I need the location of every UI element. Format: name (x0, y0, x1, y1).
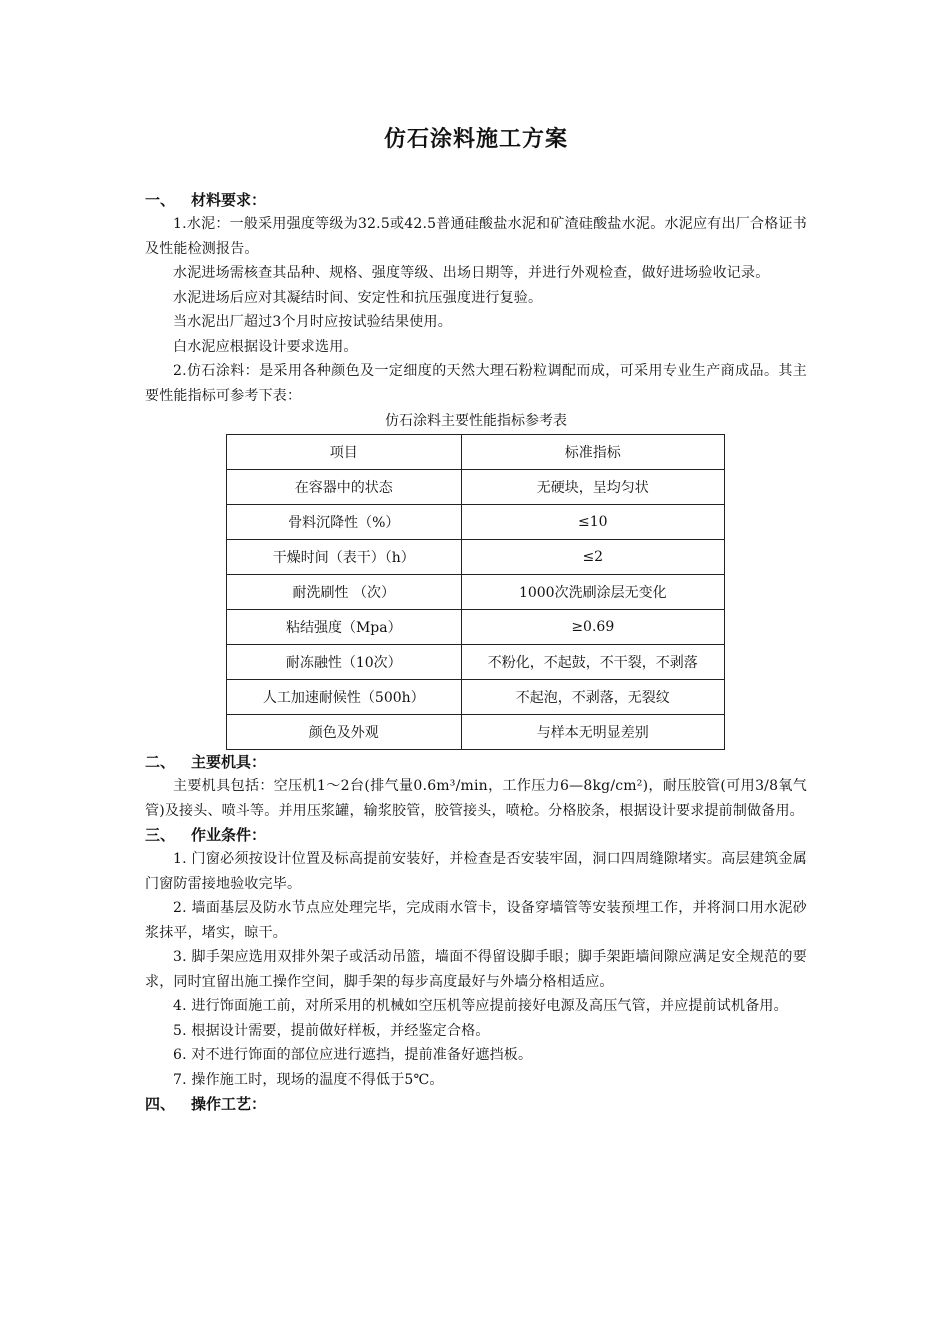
table-header-cell: 标准指标 (461, 435, 724, 470)
paragraph: 当水泥出厂超过3个月时应按试验结果使用。 (173, 314, 452, 330)
table-cell: 不起泡，不剥落，无裂纹 (461, 680, 724, 715)
section-heading-conditions (145, 823, 807, 847)
table-cell: 1000次洗刷涂层无变化 (461, 575, 724, 610)
table-header-cell: 项目 (227, 435, 462, 470)
table-cell: ≤10 (461, 505, 724, 540)
table-cell: 无硬块，呈均匀状 (461, 470, 724, 505)
paragraph: 2.仿石涂料：是采用各种颜色及一定细度的天然大理石粉粒调配而成，可采用专业生产商成品。其主要性能指标可参考下表： (145, 363, 807, 404)
paragraph: 6. 对不进行饰面的部位应进行遮挡，提前准备好遮挡板。 (173, 1047, 533, 1063)
table-row (227, 575, 725, 610)
section-title: 操作工艺： (191, 1095, 267, 1113)
table-row (227, 645, 725, 680)
table-cell: 颜色及外观 (227, 715, 462, 750)
table-cell: 耐冻融性（10次） (227, 645, 462, 680)
section-title: 作业条件： (191, 826, 267, 844)
document-title: 仿石涂料施工方案 (383, 127, 568, 152)
section-number: 四、 (145, 1095, 176, 1113)
paragraph: 水泥进场需核查其品种、规格、强度等级、出场日期等，并进行外观检查，做好进场验收记录。 (173, 265, 770, 281)
table-header-row (227, 435, 725, 470)
table-cell: ≥0.69 (461, 610, 724, 645)
section-title: 主要机具： (191, 753, 267, 771)
paragraph: 水泥进场后应对其凝结时间、安定性和抗压强度进行复验。 (173, 289, 543, 306)
table-caption: 仿石涂料主要性能指标参考表 (385, 413, 567, 429)
table-row (227, 540, 725, 575)
table-cell: 干燥时间（表干）（h） (227, 540, 462, 575)
paragraph: 3. 脚手架应选用双排外架子或活动吊篮，墙面不得留设脚手眼；脚手架距墙间隙应满足安全规范的要求，同时宜留出施工操作空间，脚手架的每步高度最好与外墙分格相适应。 (145, 949, 807, 990)
paragraph: 白水泥应根据设计要求选用。 (173, 338, 358, 355)
table-row (227, 505, 725, 540)
table-cell: 耐洗刷性 （次） (227, 575, 462, 610)
section-number: 三、 (145, 826, 176, 844)
table-row (227, 680, 725, 715)
section-title: 材料要求： (191, 191, 267, 209)
table-cell: 在容器中的状态 (227, 470, 462, 505)
section-heading-tools (145, 750, 807, 774)
table-row (227, 715, 725, 750)
table-cell: 人工加速耐候性（500h） (227, 680, 462, 715)
table-cell: 不粉化，不起鼓，不干裂，不剥落 (461, 645, 724, 680)
document-body (145, 188, 807, 1116)
paragraph: 1. 门窗必须按设计位置及标高提前安装好，并检查是否安装牢固，洞口四周缝隙堵实。高层建筑金属门窗防雷接地验收完毕。 (145, 851, 807, 892)
section-number: 一、 (145, 191, 176, 209)
table-cell: 粘结强度（Mpa） (227, 610, 462, 645)
paragraph: 主要机具包括：空压机1～2台(排气量0.6m³/min，工作压力6—8kg/cm²)，耐压胶管(可用3/8氧气管)及接头、喷斗等。并用压浆罐，输浆胶管，胶管接头，喷枪。分格胶条，根据设计要求提前制做备用。 (145, 778, 807, 819)
section-heading-process (145, 1092, 807, 1116)
paragraph: 5. 根据设计需要，提前做好样板，并经鉴定合格。 (173, 1022, 490, 1039)
paragraph: 7. 操作施工时，现场的温度不得低于5℃。 (173, 1071, 444, 1088)
paragraph: 4. 进行饰面施工前，对所采用的机械如空压机等应提前接好电源及高压气管，并应提前试机备用。 (173, 998, 788, 1014)
performance-table (226, 434, 725, 750)
table-cell: 与样本无明显差别 (461, 715, 724, 750)
paragraph: 1.水泥：一般采用强度等级为32.5或42.5普通硅酸盐水泥和矿渣硅酸盐水泥。水泥应有出厂合格证书及性能检测报告。 (145, 216, 807, 257)
paragraph: 2. 墙面基层及防水节点应处理完毕，完成雨水管卡，设备穿墙管等安装预埋工作，并将洞口用水泥砂浆抹平，堵实，晾干。 (145, 900, 807, 941)
table-cell: ≤2 (461, 540, 724, 575)
table-cell: 骨料沉降性（%） (227, 505, 462, 540)
table-row (227, 470, 725, 505)
section-heading-materials (145, 188, 807, 212)
section-number: 二、 (145, 753, 176, 771)
table-row (227, 610, 725, 645)
